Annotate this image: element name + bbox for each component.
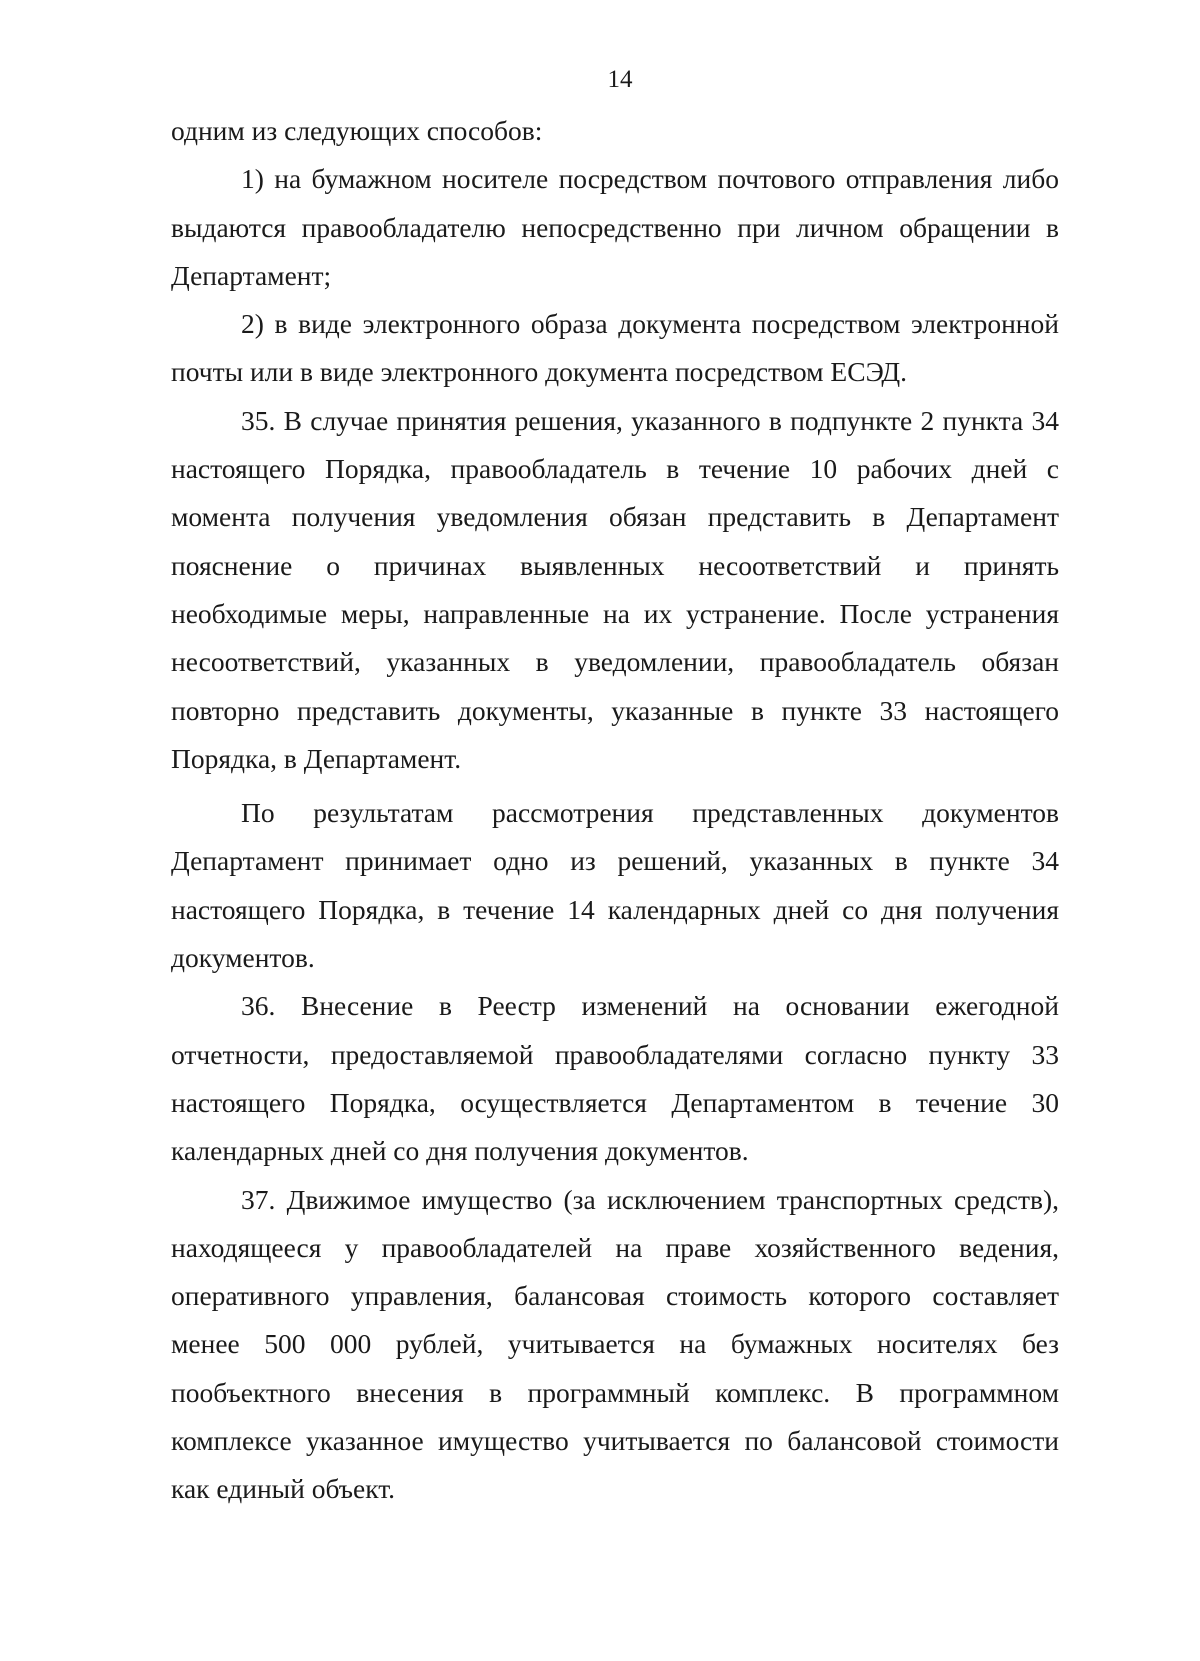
- paragraph-35: 35. В случае принятия решения, указанного в подпункте 2 пункта 34 настоящего Порядка, правообладатель в течение 10 рабочих дней с момента получения уведомления обязан представить в Департамент пояснение о причинах выявленных несоответствий и принять необходимые меры, направленные на их устранение. После устранения несоответствий, указанных в уведомлении, правообладатель обязан повторно представить документы, указанные в пункте 33 настоящего Порядка, в Департамент.: [171, 404, 1059, 774]
- paragraph-item-2: 2) в виде электронного образа документа посредством электронной почты или в виде электронного документа посредством ЕСЭД.: [171, 308, 1059, 388]
- paragraph-item-1: 1) на бумажном носителе посредством почтового отправления либо выдаются правообладателю непосредственно при личном обращении в Департамент;: [171, 163, 1059, 291]
- paragraph-36: 36. Внесение в Реестр изменений на основании ежегодной отчетности, предоставляемой правообладателями согласно пункту 33 настоящего Порядка, осуществляется Департаментом в течение 30 календарных дней со дня получения документов.: [171, 990, 1059, 1167]
- page-number: 14: [607, 66, 633, 93]
- paragraph-intro: одним из следующих способов:: [171, 115, 543, 146]
- document-body: [171, 107, 1059, 1514]
- paragraph-results: По результатам рассмотрения представленных документов Департамент принимает одно из решений, указанных в пункте 34 настоящего Порядка, в течение 14 календарных дней со дня получения документов.: [171, 797, 1059, 974]
- paragraph-37: 37. Движимое имущество (за исключением транспортных средств), находящееся у правообладателей на праве хозяйственного ведения, оперативного управления, балансовая стоимость которого составляет менее 500 000 рублей, учитывается на бумажных носителях без пообъектного внесения в программный комплекс. В программном комплексе указанное имущество учитывается по балансовой стоимости как единый объект.: [171, 1183, 1059, 1505]
